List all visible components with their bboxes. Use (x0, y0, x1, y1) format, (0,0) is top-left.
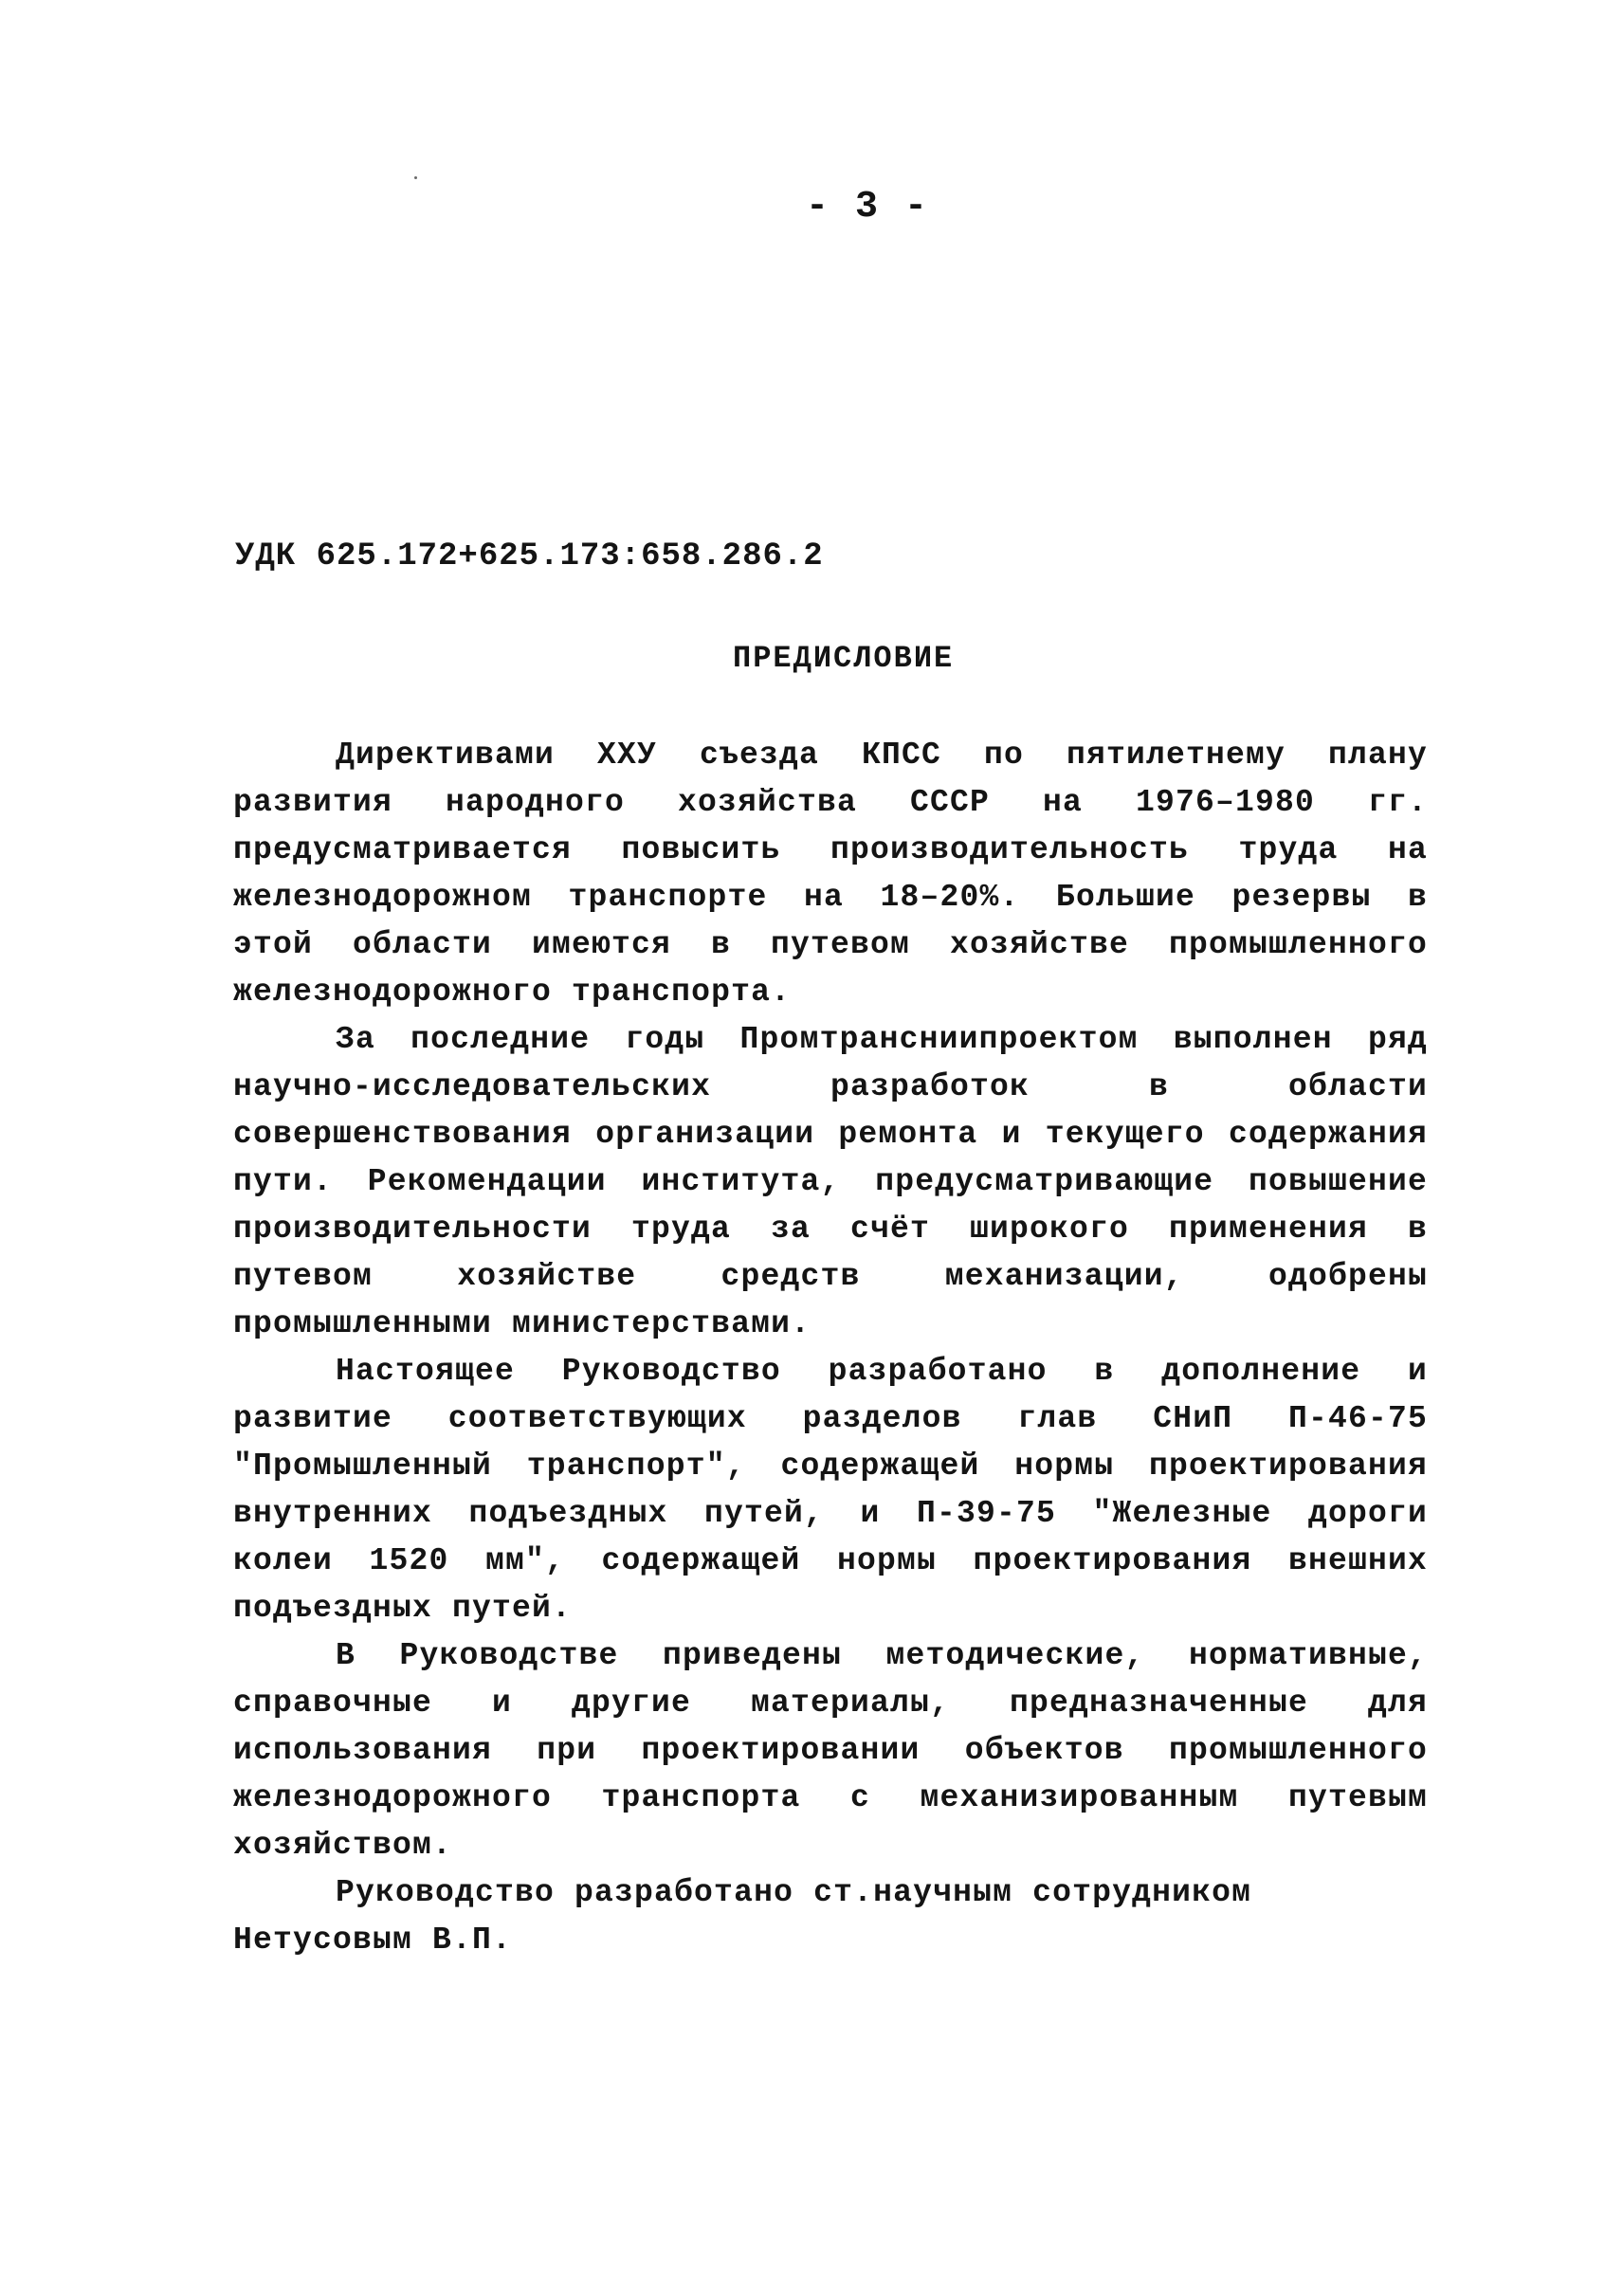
section-heading: ПРЕДИСЛОВИЕ (733, 641, 955, 676)
paragraph: Директивами XXУ съезда КПСС по пятилетнему плану развития народного хозяйства СССР на 1976–1980 гг. предусматривается повысить производительность труда на железнодорожном транспорте на 18–20%. Большие резервы в этой области имеются в путевом хозяйстве промышленного железнодорожного транспорта. (233, 738, 1428, 1010)
document-body (233, 732, 1428, 1964)
scan-speck (414, 176, 417, 179)
author-line: Руководство разработано ст.научным сотрудником (336, 1875, 1252, 1910)
paragraph: В Руководстве приведены методические, нормативные, справочные и другие материалы, предназначенные для использования при проектировании объектов промышленного железнодорожного транспорта с механизированным путевым хозяйством. (233, 1638, 1428, 1863)
paragraph: Настоящее Руководство разработано в дополнение и развитие соответствующих разделов глав СНиП П-46-75 "Промышленный транспорт", содержащей нормы проектирования внутренних подъездных путей, и П-39-75 "Железные дороги колеи 1520 мм", содержащей нормы проектирования внешних подъездных путей. (233, 1354, 1428, 1626)
author-name: Нетусовым В.П. (233, 1922, 513, 1958)
udk-code: УДК 625.172+625.173:658.286.2 (235, 538, 824, 574)
page-number: - 3 - (805, 186, 930, 228)
paragraph: За последние годы Промтрансниипроектом выполнен ряд научно-исследовательских разработок в области совершенствования организации ремонта и текущего содержания пути. Рекомендации института, предусматривающие повышение производительности труда за счёт широкого применения в путевом хозяйстве средств механизации, одобрены промышленными министерствами. (233, 1022, 1428, 1341)
